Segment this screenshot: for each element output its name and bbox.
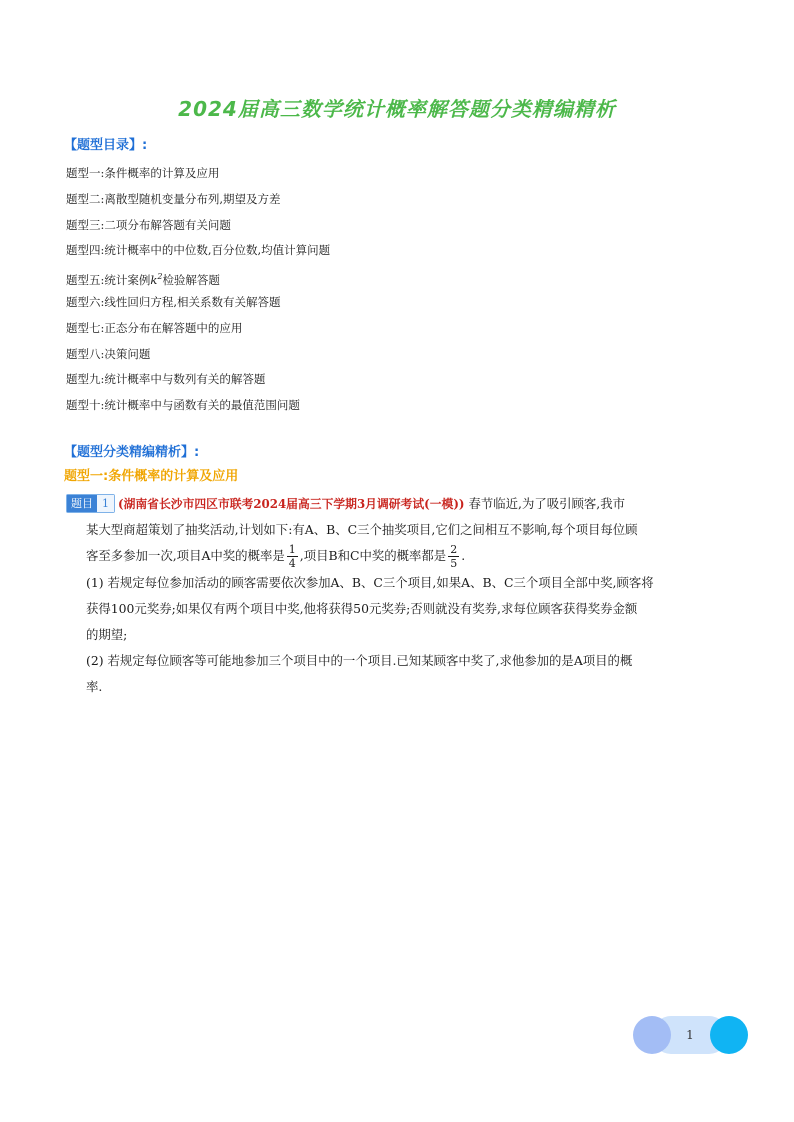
problem-source: (湖南省长沙市四区市联考2024届高三下学期3月调研考试(一模)) — [118, 497, 465, 511]
type-one-heading: 题型一:条件概率的计算及应用 — [64, 469, 239, 484]
toc-item: 题型四:统计概率中的中位数,百分位数,均值计算问题 — [66, 243, 331, 258]
fraction-numerator: 2 — [450, 543, 458, 556]
toc-item-text: 检验解答题 — [162, 273, 220, 288]
toc-item: 题型六:线性回归方程,相关系数有关解答题 — [66, 294, 281, 309]
toc-item: 题型三:二项分布解答题有关问题 — [66, 217, 231, 232]
problem-badge — [66, 494, 115, 513]
sub-question-text: 率. — [86, 679, 103, 694]
sub-question-text: 获得100元奖券;如果仅有两个项目中奖,他将获得50元奖券;否则就没有奖券,求每位顾客获得奖券金额 — [86, 601, 638, 616]
sub-question-text: 的期望; — [86, 627, 128, 642]
page-number-badge — [633, 1014, 748, 1056]
classification-heading: 【题型分类精编精析】: — [64, 445, 200, 460]
problem-text-line — [66, 543, 732, 570]
badge-number: 1 — [97, 495, 114, 512]
toc-item-variable: k — [150, 273, 158, 288]
toc-item: 题型八:决策问题 — [66, 346, 151, 361]
toc-item: 题型一:条件概率的计算及应用 — [66, 166, 220, 180]
toc-heading: 【题型目录】: — [64, 138, 148, 153]
badge-label: 题目 — [67, 495, 97, 512]
problem-first-line — [66, 491, 732, 517]
toc-item-superscript: 2 — [157, 272, 163, 282]
toc-list — [66, 161, 330, 419]
toc-item-text: 题型五:统计案例 — [66, 273, 151, 288]
problem-block — [66, 491, 732, 700]
problem-text: 某大型商超策划了抽奖活动,计划如下:有A、B、C三个抽奖项目,它们之间相互不影响,每个项目每位顾 — [86, 522, 638, 537]
toc-item: 题型九:统计概率中与数列有关的解答题 — [66, 372, 266, 387]
page-badge-right-circle — [710, 1016, 748, 1054]
toc-item — [66, 264, 330, 290]
sub-question-1 — [66, 570, 732, 648]
sub-question-text: (1) 若规定每位参加活动的顾客需要依次参加A、B、C三个项目,如果A、B、C三个项目全部中奖,顾客将 — [86, 575, 654, 590]
toc-item: 题型二:离散型随机变量分布列,期望及方差 — [66, 191, 281, 206]
fraction — [287, 543, 298, 570]
problem-text: ,项目B和C中奖的概率都是 — [299, 548, 447, 563]
fraction-numerator: 1 — [288, 543, 296, 556]
fraction-denominator: 4 — [288, 557, 296, 570]
sub-question-text: (2) 若规定每位顾客等可能地参加三个项目中的一个项目.已知某顾客中奖了,求他参加的是A项目的概 — [86, 653, 633, 668]
page-badge-left-circle — [633, 1016, 671, 1054]
toc-item: 题型十:统计概率中与函数有关的最值范围问题 — [66, 398, 300, 413]
page-number: 1 — [686, 1028, 694, 1042]
document-title: 2024届高三数学统计概率解答题分类精编精析 — [178, 97, 616, 121]
sub-question-2 — [66, 648, 732, 700]
toc-item: 题型七:正态分布在解答题中的应用 — [66, 320, 243, 335]
problem-text: 春节临近,为了吸引顾客,我市 — [468, 496, 626, 511]
problem-text: 客至多参加一次,项目A中奖的概率是 — [86, 548, 285, 563]
fraction — [448, 543, 459, 570]
problem-text: . — [461, 548, 466, 563]
fraction-denominator: 5 — [450, 557, 458, 570]
